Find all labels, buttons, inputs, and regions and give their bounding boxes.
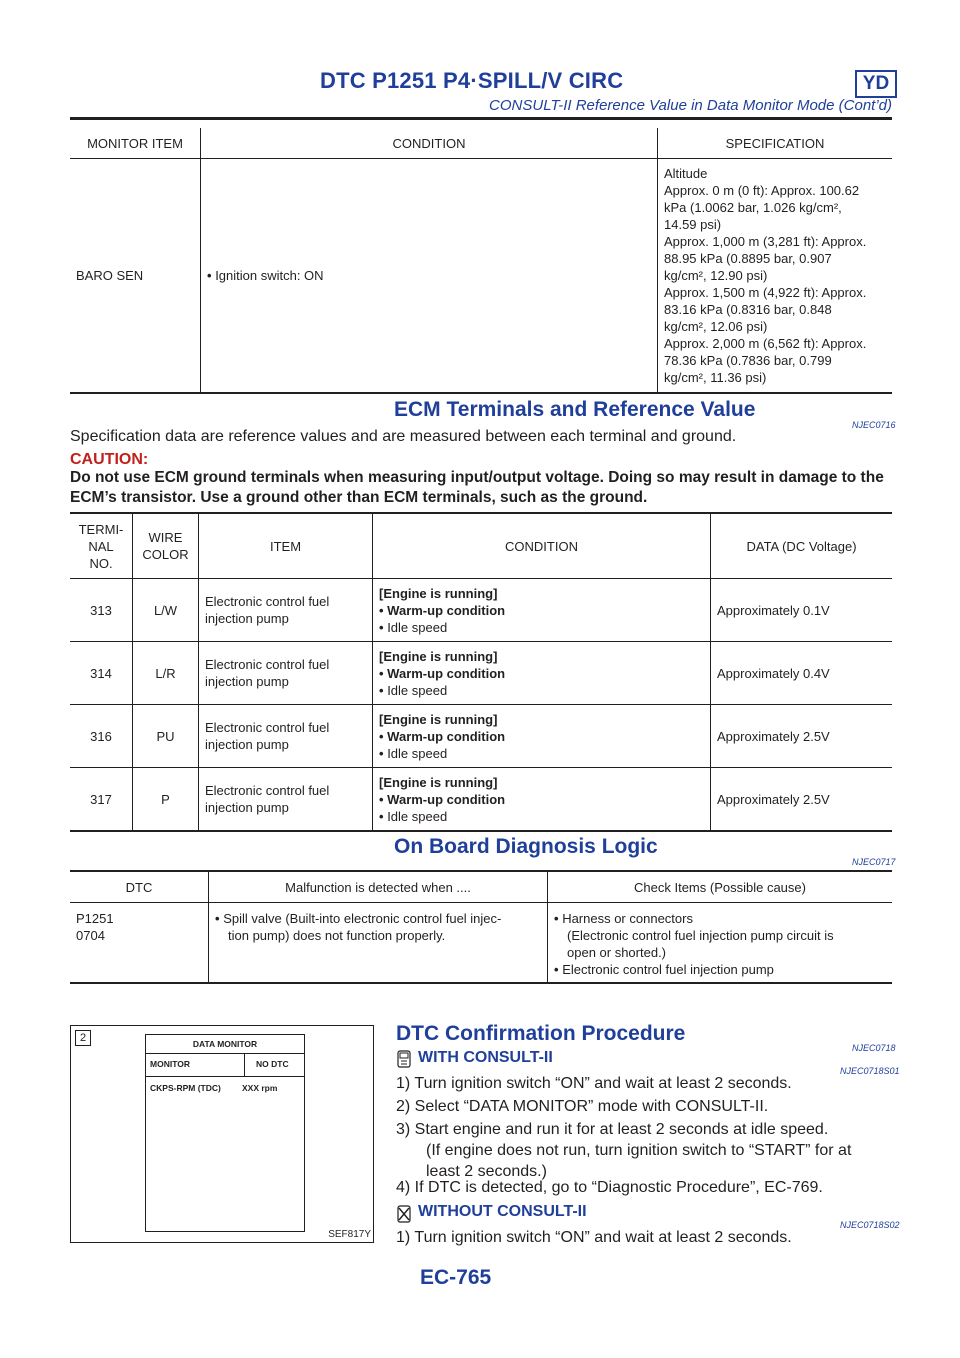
- screen-col-divider: [244, 1054, 245, 1076]
- monitor-item: BARO SEN: [70, 159, 201, 394]
- consult-screen-figure: [70, 1025, 374, 1243]
- engine-badge: YD: [855, 70, 897, 98]
- header-rule: [70, 117, 892, 120]
- section-title-obd: On Board Diagnosis Logic: [394, 835, 658, 858]
- monitor-spec: Altitude Approx. 0 m (0 ft): Approx. 100.62 kPa (1.0062 bar, 1.026 kg/cm², 14.59 psi) Approx. 1,000 m (3,281 ft): Approx. 88.95 kPa (0.8895 bar, 0.907 kg/cm², 12.90 psi) Approx. 1,500 m (4,922 ft): Approx. 83.16 kPa (0.8316 bar, 0.848 kg/cm², 12.06 psi) Approx. 2,000 m (6,562 ft): Approx. 78.36 kPa (0.7836 bar, 0.799 kg/cm², 11.36 psi): [664, 166, 867, 385]
- section-code-obd: NJEC0717: [852, 857, 896, 867]
- without-consult-code: NJEC0718S02: [840, 1220, 900, 1230]
- table-header-row: [70, 871, 892, 903]
- figure-code: SEF817Y: [328, 1229, 371, 1240]
- col-header: TERMI- NAL NO.: [70, 513, 133, 579]
- procedure-step: 1) Turn ignition switch “ON” and wait at least 2 seconds.: [396, 1229, 792, 1246]
- col-header: Check Items (Possible cause): [548, 871, 893, 903]
- ecm-intro: Specification data are reference values and are measured between each terminal and ground.: [70, 428, 737, 445]
- screen-row-item: CKPS-RPM (TDC): [150, 1083, 221, 1093]
- dtc-code: P1251 0704: [70, 903, 209, 984]
- table-row: 317 P Electronic control fuel injection pump [Engine is running] • Warm-up condition • Idle speed Approximately 2.5V: [70, 768, 892, 832]
- procedure-step: 3) Start engine and run it for at least 2 seconds at idle speed.: [396, 1121, 829, 1138]
- procedure-step: 1) Turn ignition switch “ON” and wait at least 2 seconds.: [396, 1075, 792, 1092]
- monitor-condition: • Ignition switch: ON: [201, 159, 658, 394]
- obd-logic-table: [70, 870, 892, 984]
- ecm-terminal-table: [70, 512, 892, 832]
- page-subtitle: CONSULT-II Reference Value in Data Monitor Mode (Cont’d): [489, 97, 892, 114]
- caution-label: CAUTION:: [70, 451, 149, 468]
- screen-row-value: XXX rpm: [242, 1083, 278, 1093]
- table-row: 313 L/W Electronic control fuel injection pump [Engine is running] • Warm-up condition • Idle speed Approximately 0.1V: [70, 579, 892, 642]
- page-title: DTC P1251 P4·SPILL/V CIRC: [320, 68, 624, 93]
- table-row: 314 L/R Electronic control fuel injection pump [Engine is running] • Warm-up condition • Idle speed Approximately 0.4V: [70, 642, 892, 705]
- table-row: [70, 159, 892, 394]
- col-header: ITEM: [199, 513, 373, 579]
- no-tester-icon: [396, 1205, 412, 1225]
- col-header: CONDITION: [201, 128, 658, 159]
- check-items-cell: • Harness or connectors (Electronic control fuel injection pump circuit is open or shorted.) • Electronic control fuel injection pump: [554, 911, 834, 977]
- malfunction-cell: • Spill valve (Built-into electronic control fuel injec- tion pump) does not function properly.: [209, 903, 548, 984]
- col-header: MONITOR ITEM: [70, 128, 201, 159]
- figure-number: 2: [75, 1030, 91, 1046]
- procedure-step: 2) Select “DATA MONITOR” mode with CONSULT-II.: [396, 1098, 769, 1115]
- section-title-ecm: ECM Terminals and Reference Value: [394, 398, 756, 421]
- without-consult-heading: WITHOUT CONSULT-II: [418, 1203, 587, 1220]
- table-row: [70, 903, 892, 984]
- procedure-step-note: (If engine does not run, turn ignition switch to “START” for at: [426, 1142, 852, 1159]
- caution-text: Do not use ECM ground terminals when measuring input/output voltage. Doing so may result in damage to the ECM’s transistor. Use a ground other than ECM terminals, such as the ground.: [70, 469, 884, 506]
- col-header: Malfunction is detected when ....: [209, 871, 548, 903]
- page-number: EC-765: [420, 1266, 492, 1289]
- monitor-table: [70, 128, 892, 394]
- table-row: 316 PU Electronic control fuel injection pump [Engine is running] • Warm-up condition • Idle speed Approximately 2.5V: [70, 705, 892, 768]
- col-header: SPECIFICATION: [658, 128, 893, 159]
- consult-tester-icon: [396, 1050, 412, 1070]
- col-header: CONDITION: [373, 513, 711, 579]
- procedure-step: 4) If DTC is detected, go to “Diagnostic Procedure”, EC-769.: [396, 1179, 823, 1196]
- screen-col-status: NO DTC: [256, 1059, 289, 1069]
- col-header: WIRE COLOR: [133, 513, 199, 579]
- col-header: DATA (DC Voltage): [711, 513, 893, 579]
- data-monitor-screen: [145, 1034, 305, 1232]
- col-header: DTC: [70, 871, 209, 903]
- section-code-confirm: NJEC0718: [852, 1043, 896, 1053]
- table-header-row: [70, 513, 892, 579]
- section-title-confirm: DTC Confirmation Procedure: [396, 1022, 686, 1045]
- with-consult-heading: WITH CONSULT-II: [418, 1049, 553, 1066]
- procedure-step-note: least 2 seconds.): [426, 1163, 547, 1180]
- table-header-row: [70, 128, 892, 159]
- with-consult-code: NJEC0718S01: [840, 1066, 900, 1076]
- screen-col-monitor: MONITOR: [150, 1059, 190, 1069]
- screen-title: DATA MONITOR: [146, 1035, 304, 1054]
- section-code-ecm: NJEC0716: [852, 420, 896, 430]
